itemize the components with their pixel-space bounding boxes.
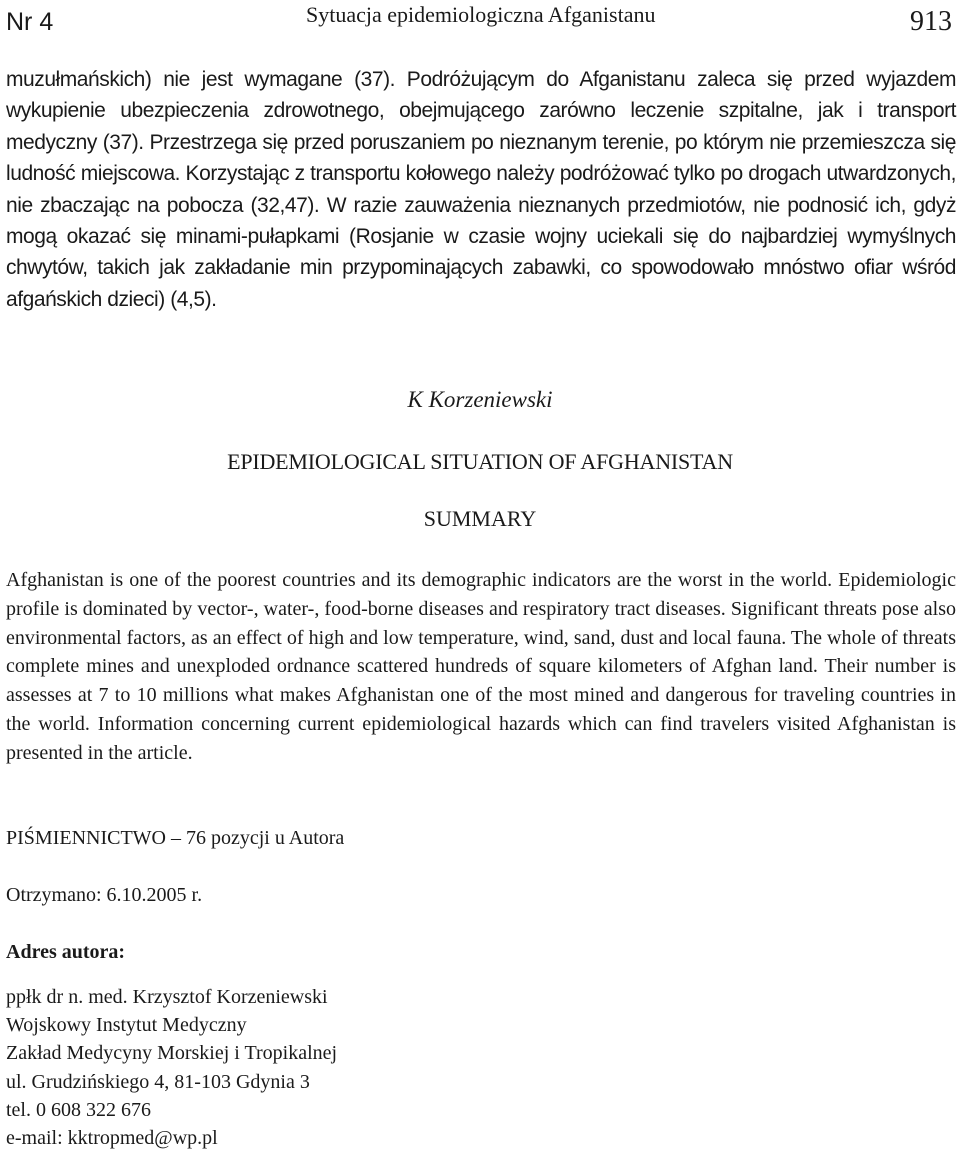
address-line-name: ppłk dr n. med. Krzysztof Korzeniewski: [6, 986, 328, 1008]
author-address-heading: Adres autora:: [6, 941, 126, 963]
article-body-paragraph: muzułmańskich) nie jest wymagane (37). Podróżującym do Afganistanu zaleca się przed wyjazdem wykupienie ubezpieczenia zdrowotnego, obejmującego zarówno leczenie szpitalne, jak i transport medyczny (37). Przestrzega się przed poruszaniem po nieznanym terenie, po którym nie przemieszcza się ludność miejscowa. Korzystając z transportu kołowego należy podróżować tylko po drogach utwardzonych, nie zbaczając na pobocza (32,47). W razie zauważenia nieznanych przedmiotów, nie podnosić ich, gdyż mogą okazać się minami-pułapkami (Rosjanie w czasie wojny uciekali się do najbardziej wymyślnych chwytów, takich jak zakładanie min przypominających zabawki, co spowodowało mnóstwo ofiar wśród afgańskich dzieci) (4,5).: [6, 68, 956, 311]
summary-author: K Korzeniewski: [407, 387, 553, 412]
page-header: [0, 0, 960, 50]
address-line-street: ul. Grudzińskiego 4, 81-103 Gdynia 3: [6, 1070, 310, 1093]
references-note: PIŚMIENNICTWO – 76 pozycji u Autora: [6, 827, 345, 849]
page-number: 913: [910, 6, 952, 37]
address-line-email: e-mail: kktropmed@wp.pl: [6, 1127, 218, 1150]
address-line-phone: tel. 0 608 322 676: [6, 1098, 151, 1121]
received-date: Otrzymano: 6.10.2005 r.: [6, 884, 203, 906]
journal-issue: Nr 4: [6, 8, 54, 36]
summary-heading: SUMMARY: [423, 506, 537, 531]
address-line-department: Zakład Medycyny Morskiej i Tropikalnej: [6, 1042, 338, 1065]
author-address: [6, 983, 337, 1152]
summary-title: EPIDEMIOLOGICAL SITUATION OF AFGHANISTAN: [227, 449, 733, 474]
summary-paragraph: Afghanistan is one of the poorest countries and its demographic indicators are the worst in the world. Epidemiologic profile is dominated by vector-, water-, food-borne diseases and respiratory tract diseases. Significant threats pose also environmental factors, as an effect of high and low temperature, wind, sand, dust and local fauna. The whole of threats complete mines and unexploded ordnance scattered hundreds of square kilometers of Afghan land. Their number is assesses at 7 to 10 millions what makes Afghanistan one of the most mined and dangerous for traveling countries in the world. Information concerning current epidemiological hazards which can find travelers visited Afghanistan is presented in the article.: [6, 569, 956, 764]
address-line-institute: Wojskowy Instytut Medyczny: [6, 1014, 247, 1037]
running-title: Sytuacja epidemiologiczna Afganistanu: [306, 2, 656, 27]
